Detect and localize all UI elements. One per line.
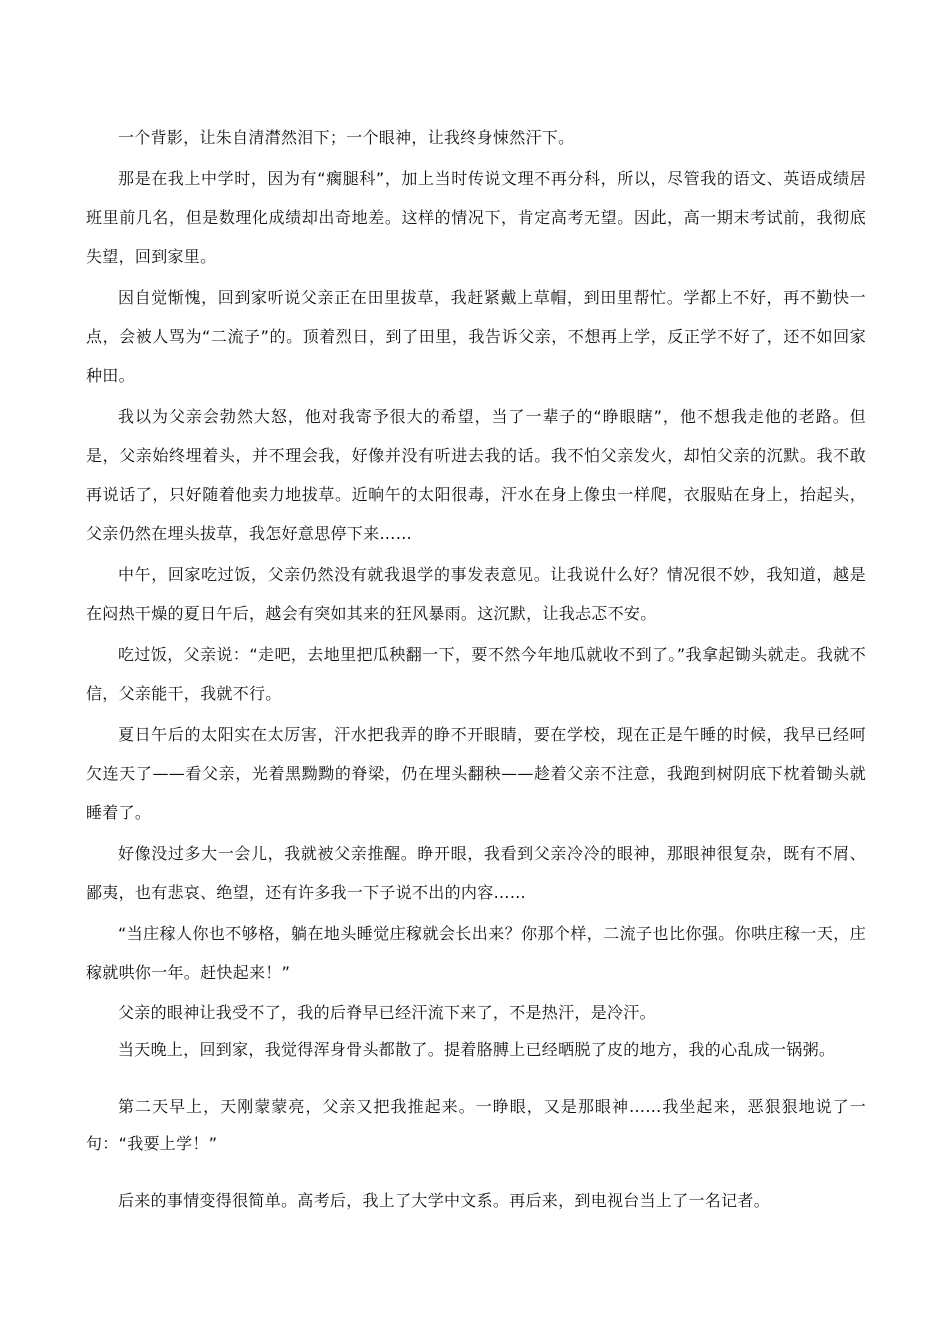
- paragraph-3: 因自觉惭愧，回到家听说父亲正在田里拔草，我赶紧戴上草帽，到田里帮忙。学都上不好，再不勤快一点，会被人骂为“二流子”的。顶着烈日，到了田里，我告诉父亲，不想再上学，反正学不好了，还不如回家种田。: [86, 288, 866, 385]
- paragraph-4: 我以为父亲会勃然大怒，他对我寄予很大的希望，当了一辈子的“睁眼瞎”，他不想我走他的老路。但是，父亲始终埋着头，并不理会我，好像并没有听进去我的话。我不怕父亲发火，却怕父亲的沉默。我不敢再说话了，只好随着他卖力地拔草。近晌午的太阳很毒，汗水在身上像虫一样爬，衣服贴在身上，抬起头，父亲仍然在埋头拔草，我怎好意思停下来……: [86, 407, 866, 543]
- paragraph-6: 吃过饭，父亲说：“走吧，去地里把瓜秧翻一下，要不然今年地瓜就收不到了。”我拿起锄头就走。我就不信，父亲能干，我就不行。: [86, 645, 866, 703]
- paragraph-11: 当天晚上，回到家，我觉得浑身骨头都散了。提着胳膊上已经晒脱了皮的地方，我的心乱成一锅粥。: [118, 1040, 836, 1059]
- paragraph-10: 父亲的眼神让我受不了，我的后脊早已经汗流下来了，不是热汗，是冷汗。: [118, 1003, 656, 1022]
- paragraph-9: “当庄稼人你也不够格，躺在地头睡觉庄稼就会长出来？你那个样，二流子也比你强。你哄庄稼一天，庄稼就哄你一年。赶快起来！”: [86, 924, 866, 982]
- paragraph-12: 第二天早上，天刚蒙蒙亮，父亲又把我推起来。一睁眼，又是那眼神……我坐起来，恶狠狠地说了一句：“我要上学！”: [86, 1097, 866, 1153]
- paragraph-1: 一个背影，让朱自清潸然泪下；一个眼神，让我终身悚然汗下。: [118, 128, 575, 147]
- paragraph-7: 夏日午后的太阳实在太厉害，汗水把我弄的睁不开眼睛，要在学校，现在正是午睡的时候，我早已经呵欠连天了——看父亲，光着黑黝黝的脊梁，仍在埋头翻秧——趁着父亲不注意，我跑到树阴底下枕着锄头就睡着了。: [86, 725, 866, 822]
- paragraph-5: 中午，回家吃过饭，父亲仍然没有就我退学的事发表意见。让我说什么好？情况很不妙，我知道，越是在闷热干燥的夏日午后，越会有突如其来的狂风暴雨。这沉默，让我忐忑不安。: [86, 565, 866, 623]
- paragraph-8: 好像没过多大一会儿，我就被父亲推醒。睁开眼，我看到父亲冷冷的眼神，那眼神很复杂，既有不屑、鄙夷，也有悲哀、绝望，还有许多我一下子说不出的内容……: [86, 844, 866, 902]
- article-body: [86, 118, 866, 1219]
- paragraph-2: 那是在我上中学时，因为有“瘸腿科”，加上当时传说文理不再分科，所以，尽管我的语文、英语成绩居班里前几名，但是数理化成绩却出奇地差。这样的情况下，肯定高考无望。因此，高一期末考试前，我彻底失望，回到家里。: [86, 169, 866, 266]
- paragraph-13: 后来的事情变得很简单。高考后，我上了大学中文系。再后来，到电视台当上了一名记者。: [118, 1191, 771, 1210]
